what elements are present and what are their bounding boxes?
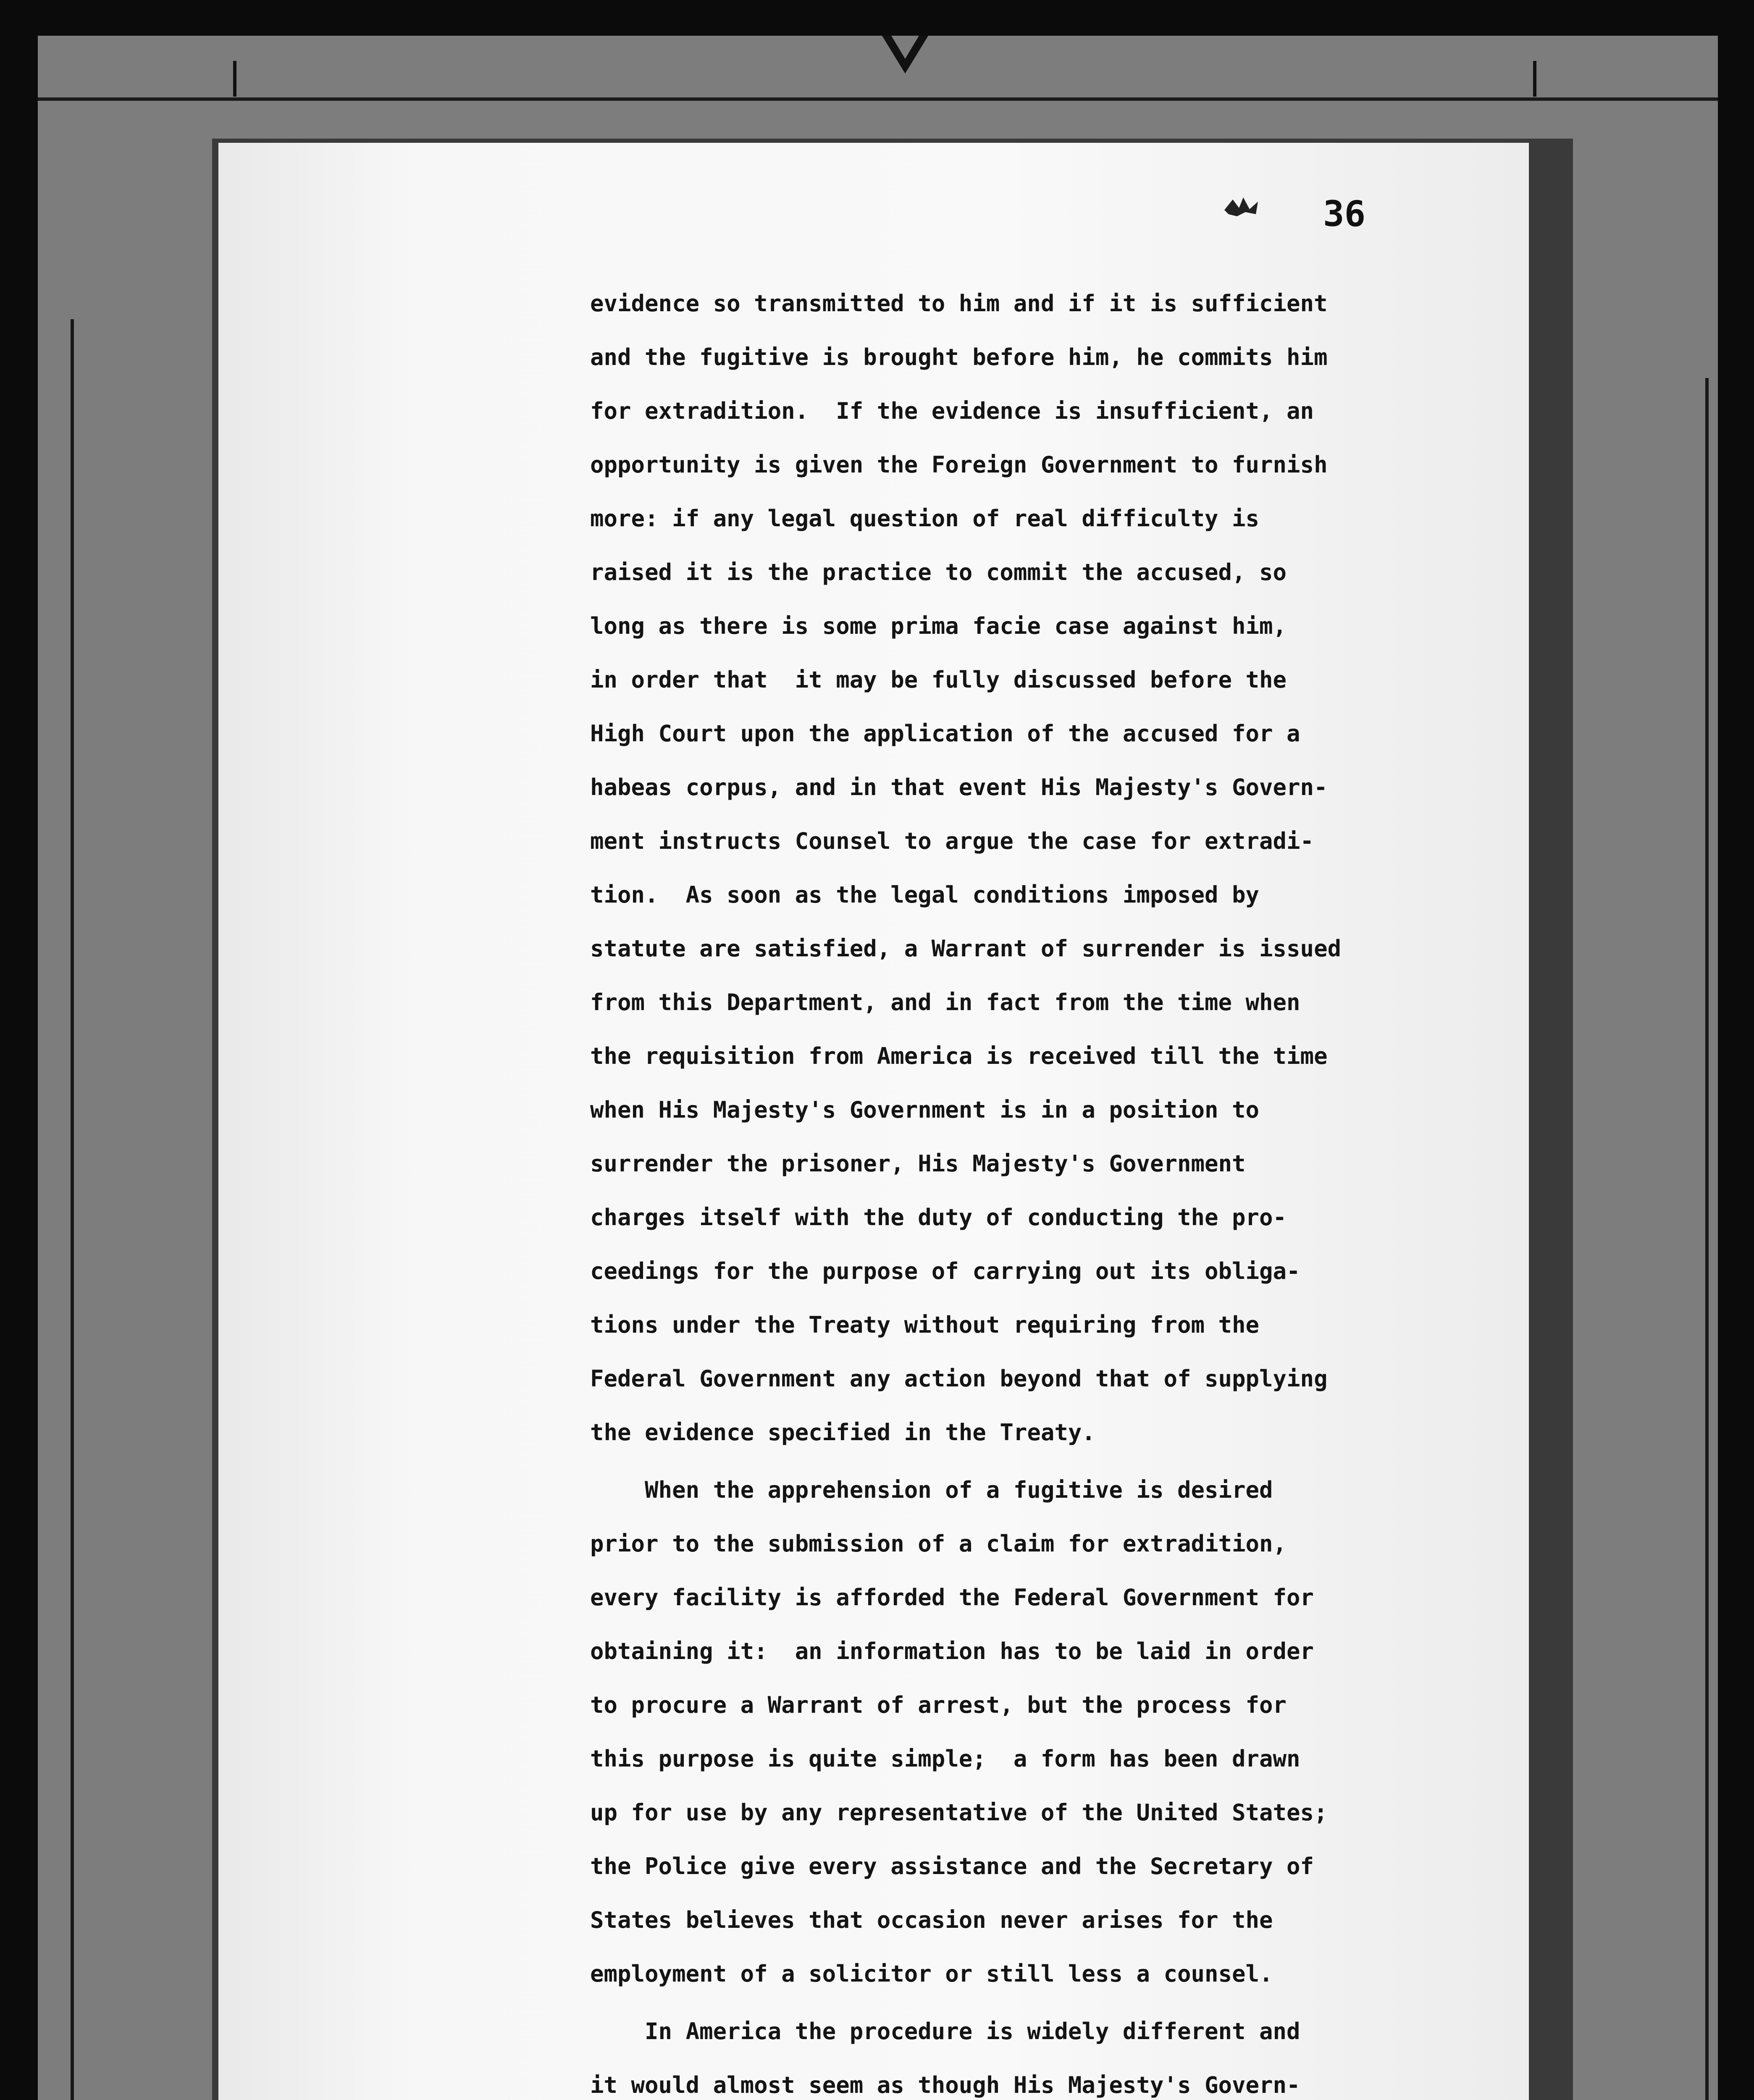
text-line: the Police give every assistance and the Secretary of [590,1853,1314,1880]
text-line: to procure a Warrant of arrest, but the process for [590,1692,1287,1718]
page-number: 36 [1323,193,1366,234]
text-line: High Court upon the application of the accused for a [590,720,1300,747]
ink-blot-icon [1220,193,1262,218]
text-line: In America the procedure is widely different and [590,2018,1300,2045]
text-line: when His Majesty's Government is in a position to [590,1097,1260,1123]
text-line: employment of a solicitor or still less a counsel. [590,1961,1273,1987]
text-line: States believes that occasion never arises for the [590,1907,1273,1933]
text-line: ceedings for the purpose of carrying out its obliga- [590,1258,1300,1284]
mount-top-rule [38,97,1718,101]
text-line: the evidence specified in the Treaty. [590,1419,1095,1446]
text-line: in order that it may be fully discussed before the [590,667,1287,693]
text-line: charges itself with the duty of conducting the pro- [590,1204,1287,1231]
alignment-notch-icon [882,36,928,76]
text-line: long as there is some prima facie case against him, [590,613,1287,639]
text-line: When the apprehension of a fugitive is desired [590,1477,1273,1503]
text-line: it would almost seem as though His Majesty's Govern- [590,2072,1300,2098]
text-line: surrender the prisoner, His Majesty's Government [590,1150,1246,1177]
text-line: for extradition. If the evidence is insufficient, an [590,398,1314,424]
text-line: prior to the submission of a claim for extradition, [590,1530,1287,1557]
text-line: more: if any legal question of real difficulty is [590,505,1260,532]
text-line: from this Department, and in fact from the time when [590,989,1300,1016]
text-line: habeas corpus, and in that event His Majesty's Govern- [590,774,1328,801]
text-line: tions under the Treaty without requiring from the [590,1312,1260,1338]
text-line: raised it is the practice to commit the accused, so [590,559,1287,585]
mount-edge-right [1705,378,1709,2100]
text-line: every facility is afforded the Federal Government for [590,1584,1314,1611]
text-line: obtaining it: an information has to be laid in order [590,1638,1314,1664]
text-line: ment instructs Counsel to argue the case for extradi- [590,828,1314,854]
text-line: the requisition from America is received till the time [590,1043,1328,1069]
text-line: opportunity is given the Foreign Government to furnish [590,452,1328,478]
alignment-tick-right [1533,61,1536,97]
text-line: evidence so transmitted to him and if it is sufficient [590,290,1328,317]
text-line: tion. As soon as the legal conditions imposed by [590,882,1260,908]
text-line: and the fugitive is brought before him, he commits him [590,344,1328,370]
alignment-tick-left [233,61,236,97]
text-line: Federal Government any action beyond that of supplying [590,1365,1328,1392]
text-line: up for use by any representative of the United States; [590,1799,1328,1826]
text-line: statute are satisfied, a Warrant of surrender is issued [590,935,1342,962]
mount-edge-left [71,319,74,2100]
text-line: this purpose is quite simple; a form has been drawn [590,1746,1300,1772]
